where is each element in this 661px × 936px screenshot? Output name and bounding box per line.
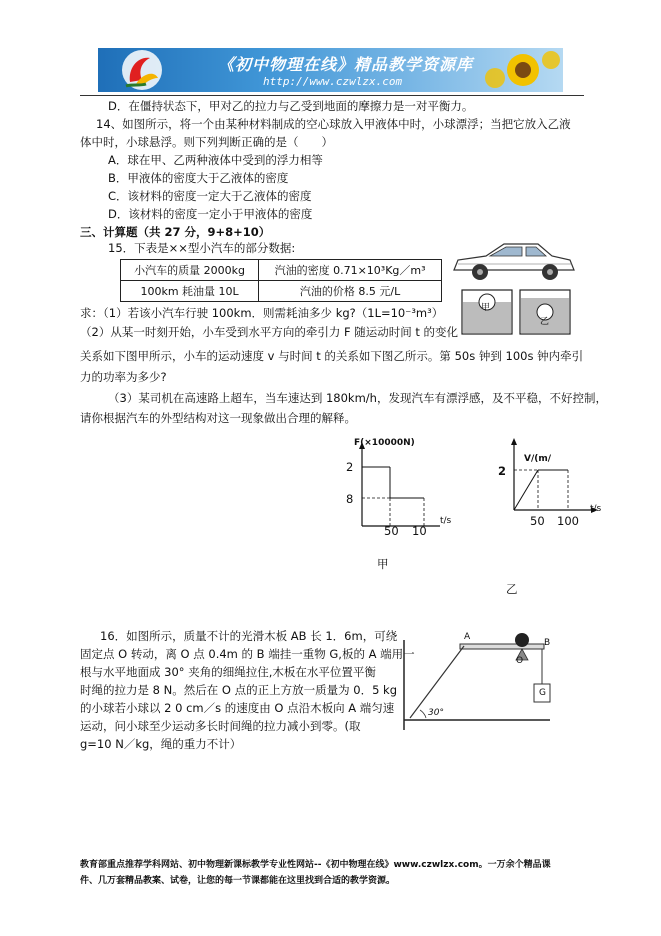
force-graph-ytick-low: 8 — [346, 492, 354, 506]
q15-ask2-line1: （2）从某一时刻开始，小车受到水平方向的牵引力 F 随运动时间 t 的变化 — [80, 325, 459, 339]
container-label-yi: 乙 — [540, 317, 550, 327]
force-graph-xtick-2: 10 — [412, 524, 427, 538]
q14-option-b: B．甲液体的密度大于乙液体的密度 — [108, 171, 289, 185]
table-row — [121, 281, 442, 302]
q16-line6: 运动，问小球至少运动多长时间绳的拉力减小到零。(取 — [80, 719, 361, 733]
table-cell: 100km 耗油量 10L — [121, 281, 259, 302]
lever-diagram — [400, 632, 560, 732]
logo-icon — [102, 48, 182, 92]
q16-line4: 时绳的拉力是 8 N。然后在 O 点的正上方放一质量为 0．5 kg — [80, 683, 397, 697]
velocity-graph-xtick-2: 100 — [557, 514, 579, 528]
q14-option-a: A．球在甲、乙两种液体中受到的浮力相等 — [108, 153, 323, 167]
section-heading: 三、计算题（共 27 分，9+8+10） — [80, 225, 271, 239]
table-cell: 汽油的价格 8.5 元/L — [259, 281, 442, 302]
force-graph-ytick-top: 2 — [346, 460, 354, 474]
q15-ask2-line3: 力的功率为多少? — [80, 370, 167, 384]
q13-option-d: D．在僵持状态下，甲对乙的拉力与乙受到地面的摩擦力是一对平衡力。 — [108, 99, 474, 113]
caption-yi: 乙 — [506, 582, 518, 596]
header-banner — [98, 48, 563, 92]
q16-line3: 根与水平地面成 30° 夹角的细绳拉住,木板在水平位置平衡 — [80, 665, 376, 679]
q15-ask1: 求：（1）若该小汽车行驶 100km．则需耗油多少 kg?（1L=10⁻³m³） — [80, 306, 444, 320]
banner-title: 《初中物理在线》精品教学资源库 — [218, 55, 474, 74]
q14-option-d: D．该材料的密度一定小于甲液体的密度 — [108, 207, 313, 221]
q14-stem-line2: 体中时，小球悬浮。则下列判断正确的是（ ） — [80, 135, 333, 149]
q15-ask2-line2: 关系如下图甲所示，小车的运动速度 v 与时间 t 的关系如下图乙所示。第 50s 钟到 100s 钟内牵引 — [80, 349, 584, 363]
q16-line7: g=10 N／kg，绳的重力不计） — [80, 737, 242, 751]
footer-line1: 教育部重点推荐学科网站、初中物理新课标教学专业性网站--《初中物理在线》www.czwlzx.com。一万余个精品课 — [80, 860, 551, 870]
lever-label-b: B — [544, 638, 551, 648]
caption-jia: 甲 — [377, 557, 389, 571]
lever-label-g: G — [539, 688, 546, 698]
q14-stem-line1: 14、如图所示，将一个由某种材料制成的空心球放入甲液体中时，小球漂浮；当把它放入乙液 — [96, 117, 571, 131]
q16-line5: 的小球若小球以 2 0 cm／s 的速度由 O 点沿木板向 A 端匀速 — [80, 701, 395, 715]
q15-ask3-line2: 请你根据汽车的外型结构对这一现象做出合理的解释。 — [80, 411, 356, 425]
car-data-table — [120, 259, 442, 302]
q15-ask3-line1: （3）某司机在高速路上超车，当车速达到 180km/h，发现汽车有漂浮感，及不平稳，不好控制， — [108, 391, 607, 405]
q16-line1: 16．如图所示，质量不计的光滑木板 AB 长 1．6m，可绕 — [100, 629, 398, 643]
lever-label-o: O — [516, 656, 524, 666]
liquid-containers — [460, 288, 572, 336]
velocity-graph-ytick-top: 2 — [498, 464, 507, 478]
velocity-graph-xlabel: t/s — [590, 504, 602, 514]
ball — [515, 633, 529, 647]
header-rule — [80, 95, 584, 96]
force-graph-xtick-1: 50 — [384, 524, 399, 538]
velocity-graph-xtick-1: 50 — [530, 514, 545, 528]
sunflower-icon — [483, 48, 563, 92]
table-cell: 小汽车的质量 2000kg — [121, 260, 259, 281]
table-cell: 汽油的密度 0.71×10³Kg／m³ — [259, 260, 442, 281]
q14-option-c: C．该材料的密度一定大于乙液体的密度 — [108, 189, 312, 203]
banner-url: http://www.czwlzx.com — [263, 75, 403, 88]
q16-line2: 固定点 O 转动，离 O 点 0.4m 的 B 端挂一重物 G,板的 A 端用一 — [80, 647, 415, 661]
lever-board — [460, 644, 544, 649]
container-label-jia: 甲 — [481, 303, 491, 313]
footer-line2: 件、几万套精品教案、试卷，让您的每一节课都能在这里找到合适的教学资源。 — [80, 876, 396, 886]
force-graph-ylabel: F(×10000N) — [354, 438, 415, 448]
q15-intro: 15．下表是××型小汽车的部分数据: — [108, 241, 296, 255]
table-row — [121, 260, 442, 281]
velocity-time-graph — [490, 436, 610, 536]
velocity-graph-ylabel: V/(m/ — [524, 454, 552, 464]
lever-label-a: A — [464, 632, 471, 642]
force-graph-xlabel: t/s — [440, 516, 452, 526]
car-illustration — [448, 234, 578, 286]
lever-angle-label: 30° — [428, 708, 444, 718]
